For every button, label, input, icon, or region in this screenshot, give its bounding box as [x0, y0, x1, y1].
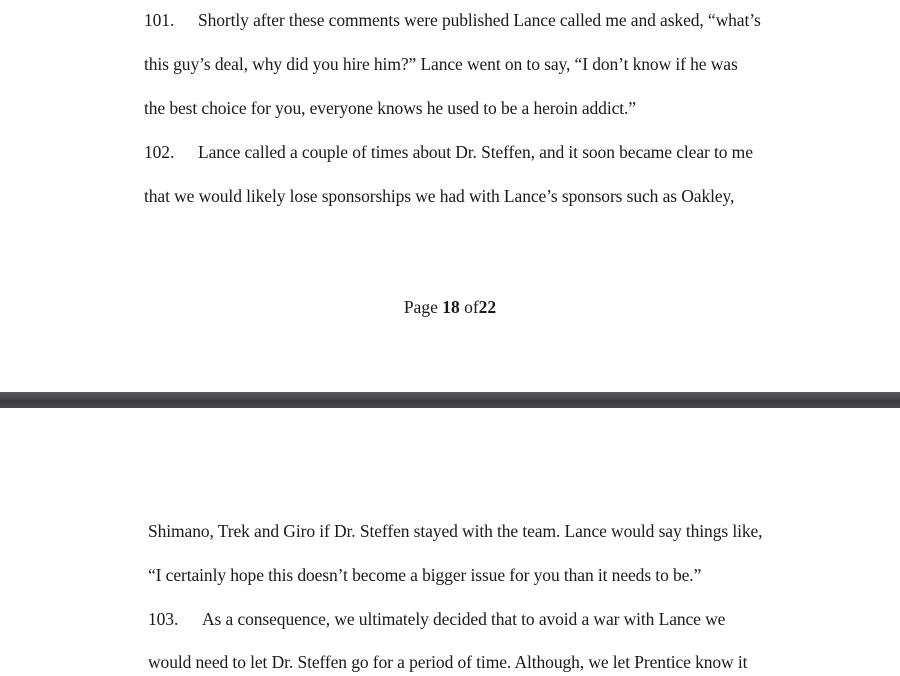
line-text: Shortly after these comments were published Lance called me and asked, “what’s [198, 10, 761, 30]
paragraph-102-line-2 [144, 185, 734, 207]
paragraph-101-line-3 [144, 97, 636, 119]
line-text: would need to let Dr. Steffen go for a period of time. Although, we let Prentice know it [148, 652, 748, 672]
line-text: Shimano, Trek and Giro if Dr. Steffen stayed with the team. Lance would say things like, [148, 521, 763, 541]
line-text: “I certainly hope this doesn’t become a bigger issue for you than it needs to be.” [148, 565, 702, 585]
current-page-number: 18 [442, 297, 460, 317]
line-text: Lance called a couple of times about Dr. Steffen, and it soon became clear to me [198, 142, 753, 162]
paragraph-number: 102. [144, 142, 175, 162]
paragraph-103-line-2 [148, 651, 747, 673]
paragraph-102-line-1 [144, 141, 753, 163]
paragraph-number: 103. [148, 609, 179, 629]
paragraph-102-line-4 [148, 564, 701, 586]
paragraph-102-line-3 [148, 520, 762, 542]
paragraph-number: 101. [144, 10, 175, 30]
page-label: Page [403, 297, 438, 317]
total-page-number: 22 [478, 297, 497, 317]
paragraph-101-line-2 [144, 53, 738, 75]
page-separator [0, 392, 900, 408]
page-number-footer [0, 296, 900, 318]
line-text: that we would likely lose sponsorships we had with Lance’s sponsors such as Oakley, [144, 186, 735, 206]
document-page-19 [0, 408, 900, 676]
page-of-label: of [464, 297, 479, 317]
line-text: As a consequence, we ultimately decided that to avoid a war with Lance we [202, 609, 726, 629]
line-text: the best choice for you, everyone knows he used to be a heroin addict.” [144, 98, 636, 118]
paragraph-103-line-1 [148, 608, 725, 630]
line-text: this guy’s deal, why did you hire him?” Lance went on to say, “I don’t know if he was [144, 54, 738, 74]
paragraph-101-line-1 [144, 9, 761, 31]
